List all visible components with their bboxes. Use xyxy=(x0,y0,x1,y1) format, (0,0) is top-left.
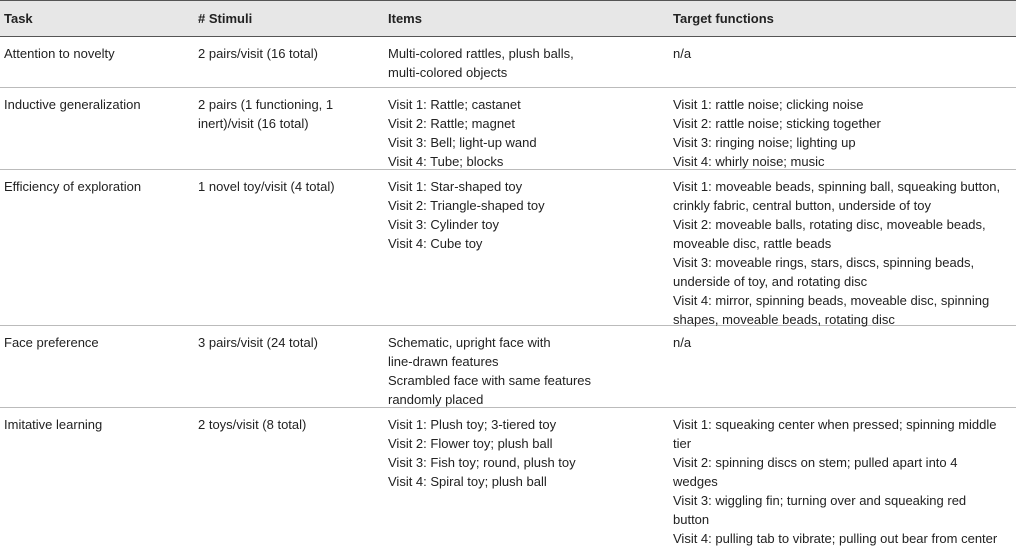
items-cell xyxy=(388,44,574,82)
task-cell xyxy=(4,177,141,196)
cell-line: Inductive generalization xyxy=(4,97,141,112)
task-cell xyxy=(4,95,141,114)
cell-line: Visit 4: whirly noise; music xyxy=(673,154,825,169)
cell-line: line-drawn features xyxy=(388,354,499,369)
cell-line: Visit 1: Plush toy; 3-tiered toy xyxy=(388,417,557,432)
cell-line: underside of toy, and rotating disc xyxy=(673,274,868,289)
cell-line: multi-colored objects xyxy=(388,65,508,80)
table-header xyxy=(0,1,1016,37)
table-row xyxy=(0,408,1016,554)
target-functions-cell xyxy=(673,95,881,171)
cell-line: Visit 4: Spiral toy; plush ball xyxy=(388,474,547,489)
cell-line: Visit 2: moveable balls, rotating disc, moveable beads, xyxy=(673,217,986,232)
header-target-functions: Target functions xyxy=(673,11,774,26)
cell-line: Visit 3: wiggling fin; turning over and squeaking red xyxy=(673,493,967,508)
cell-line: Visit 1: moveable beads, spinning ball, squeaking button, xyxy=(673,179,1001,194)
cell-line: Visit 2: spinning discs on stem; pulled apart into 4 xyxy=(673,455,958,470)
cell-line: n/a xyxy=(673,335,692,350)
cell-line: crinkly fabric, central button, underside of toy xyxy=(673,198,931,213)
stimuli-cell xyxy=(198,95,333,133)
items-cell xyxy=(388,333,591,409)
cell-line: Visit 1: squeaking center when pressed; spinning middle xyxy=(673,417,997,432)
items-cell xyxy=(388,177,545,253)
cell-line: 1 novel toy/visit (4 total) xyxy=(198,179,335,194)
task-cell xyxy=(4,333,99,352)
cell-line: shapes, moveable beads, rotating disc xyxy=(673,312,895,327)
task-cell xyxy=(4,44,115,63)
cell-line: Scrambled face with same features xyxy=(388,373,592,388)
stimuli-cell xyxy=(198,177,335,196)
cell-line: tier xyxy=(673,436,692,451)
cell-line: Visit 2: Triangle-shaped toy xyxy=(388,198,545,213)
cell-line: Imitative learning xyxy=(4,417,103,432)
table-row xyxy=(0,37,1016,88)
target-functions-cell xyxy=(673,177,1000,329)
cell-line: 3 pairs/visit (24 total) xyxy=(198,335,318,350)
stimuli-cell xyxy=(198,415,306,434)
cell-line: Visit 2: Rattle; magnet xyxy=(388,116,515,131)
cell-line: Visit 4: mirror, spinning beads, moveable disc, spinning xyxy=(673,293,990,308)
cell-line: Visit 2: Flower toy; plush ball xyxy=(388,436,553,451)
cell-line: Visit 1: rattle noise; clicking noise xyxy=(673,97,864,112)
cell-line: Visit 3: Bell; light-up wand xyxy=(388,135,537,150)
stimuli-cell xyxy=(198,44,318,63)
table-row xyxy=(0,326,1016,408)
cell-line: randomly placed xyxy=(388,392,484,407)
cell-line: 2 toys/visit (8 total) xyxy=(198,417,307,432)
cell-line: Face preference xyxy=(4,335,99,350)
header-stimuli: # Stimuli xyxy=(198,11,253,26)
cell-line: Schematic, upright face with xyxy=(388,335,551,350)
header-task: Task xyxy=(4,11,33,26)
cell-line: Visit 1: Rattle; castanet xyxy=(388,97,521,112)
cell-line: Visit 1: Star-shaped toy xyxy=(388,179,523,194)
items-cell xyxy=(388,95,537,171)
stimuli-cell xyxy=(198,333,318,352)
cell-line: wedges xyxy=(673,474,718,489)
cell-line: Attention to novelty xyxy=(4,46,115,61)
items-cell xyxy=(388,415,576,491)
cell-line: 2 pairs/visit (16 total) xyxy=(198,46,318,61)
cell-line: Multi-colored rattles, plush balls, xyxy=(388,46,574,61)
cell-line: moveable disc, rattle beads xyxy=(673,236,832,251)
cell-line: Efficiency of exploration xyxy=(4,179,142,194)
target-functions-cell xyxy=(673,44,691,63)
cell-line: button xyxy=(673,512,710,527)
cell-line: Visit 4: Cube toy xyxy=(388,236,483,251)
cell-line: inert)/visit (16 total) xyxy=(198,116,309,131)
table-row xyxy=(0,170,1016,326)
cell-line: Visit 4: pulling tab to vibrate; pulling out bear from center xyxy=(673,531,998,546)
cell-line: Visit 2: rattle noise; sticking together xyxy=(673,116,881,131)
cell-line: Visit 4: Tube; blocks xyxy=(388,154,504,169)
cell-line: Visit 3: Cylinder toy xyxy=(388,217,500,232)
cell-line: n/a xyxy=(673,46,692,61)
header-items: Items xyxy=(388,11,422,26)
target-functions-cell xyxy=(673,333,691,352)
cell-line: 2 pairs (1 functioning, 1 xyxy=(198,97,334,112)
cell-line: Visit 3: ringing noise; lighting up xyxy=(673,135,856,150)
target-functions-cell xyxy=(673,415,997,548)
table-row xyxy=(0,88,1016,170)
cell-line: Visit 3: moveable rings, stars, discs, spinning beads, xyxy=(673,255,975,270)
cell-line: Visit 3: Fish toy; round, plush toy xyxy=(388,455,576,470)
task-cell xyxy=(4,415,102,434)
